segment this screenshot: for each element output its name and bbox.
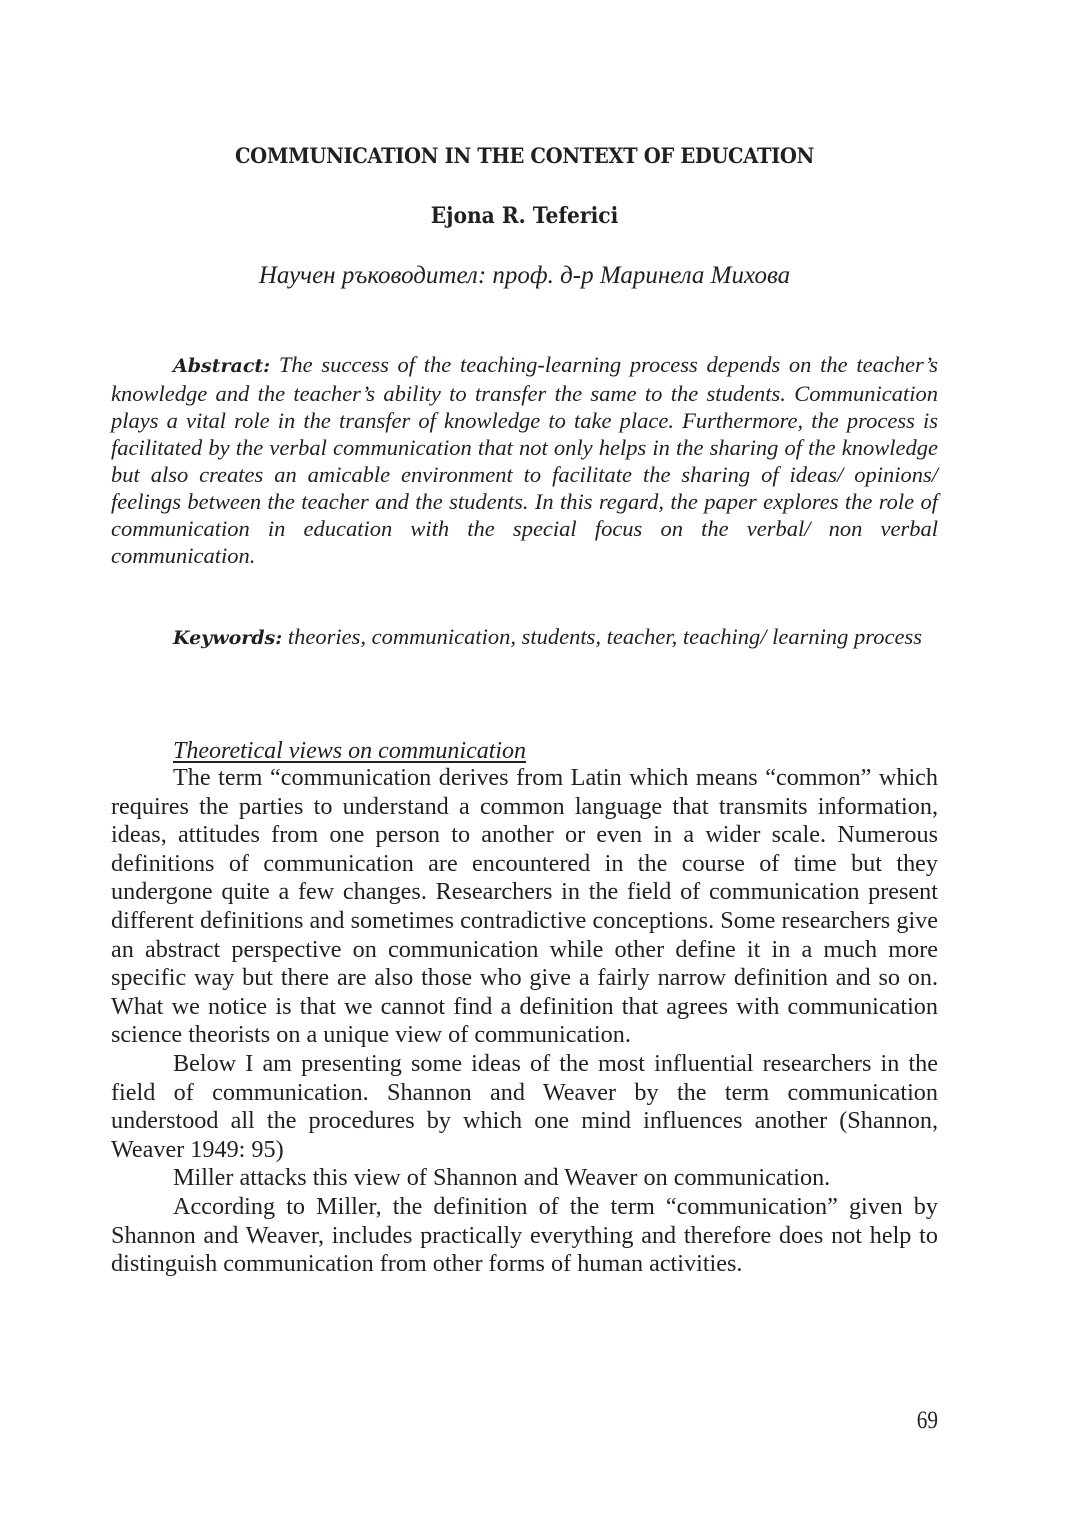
abstract-label: Abstract: <box>173 355 271 377</box>
section-heading: Theoretical views on communication <box>173 738 527 764</box>
body-paragraph: The term “communication derives from Latin which means “common” which requires the parties to understand a common language that transmits information, ideas, attitudes from one person to another or even in a wider scale. Numerous definitions of communication are encountered in the course of time but they undergone quite a few changes. Researchers in the field of communication present different definitions and sometimes contradictive conceptions. Some researchers give an abstract perspective on communication while other define it in a much more specific way but there are also those who give a fairly narrow definition and so on. What we notice is that we cannot find a definition that agrees with communication science theorists on a unique view of communication. <box>111 764 938 1049</box>
page-number: 69 <box>916 1407 938 1434</box>
supervisor-line: Научен ръководител: проф. д-р Маринела Михова <box>258 262 791 289</box>
body-paragraph: According to Miller, the definition of the term “communication” given by Shannon and Weaver, includes practically everything and therefore does not help to distinguish communication from other forms of human activities. <box>111 1192 938 1278</box>
keywords-label: Keywords: <box>173 627 283 649</box>
abstract-paragraph <box>111 351 938 569</box>
section-body <box>111 764 938 1279</box>
paper-title: COMMUNICATION IN THE CONTEXT OF EDUCATION <box>235 143 814 168</box>
abstract-text: The success of the teaching-learning process depends on the teacher’s knowledge and the teacher’s ability to transfer the same to the students. Communication plays a vital role in the transfer of knowledge to take place. Furthermore, the process is facilitated by the verbal communication that not only helps in the sharing of the knowledge but also creates an amicable environment to facilitate the sharing of ideas/ opinions/ feelings between the teacher and the students. In this regard, the paper explores the role of communication in education with the special focus on the verbal/ non verbal communication. <box>111 352 938 568</box>
body-paragraph: Below I am presenting some ideas of the most influential researchers in the field of communication. Shannon and Weaver by the term communication understood all the procedures by which one mind influences another (Shannon, Weaver 1949: 95) <box>111 1049 938 1163</box>
keywords-text: theories, communication, students, teacher, teaching/ learning process <box>282 624 922 649</box>
author-name: Ejona R. Teferici <box>430 203 619 229</box>
keywords-paragraph <box>111 623 938 652</box>
body-paragraph: Miller attacks this view of Shannon and Weaver on communication. <box>173 1164 831 1192</box>
